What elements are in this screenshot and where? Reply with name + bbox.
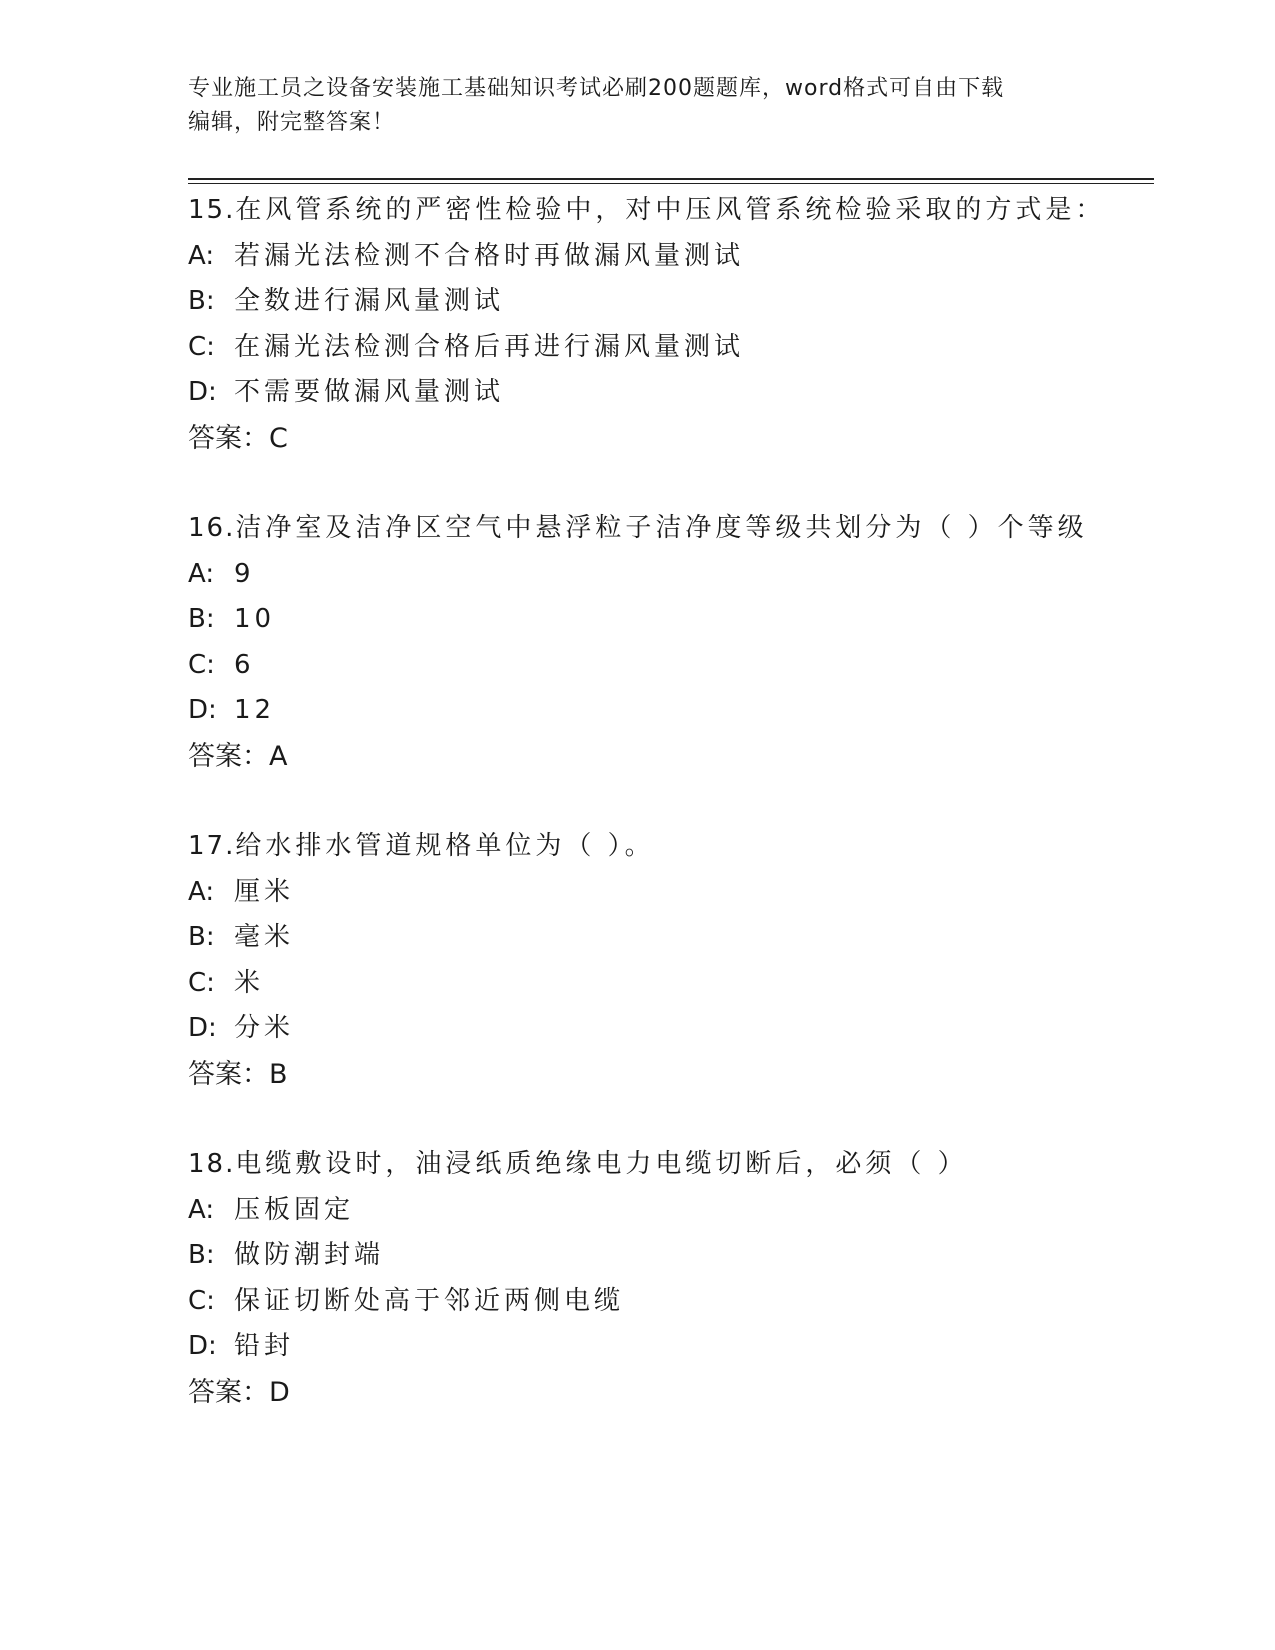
- option-letter: D:: [188, 1013, 217, 1043]
- header-line-2: 编辑，附完整答案！: [188, 110, 396, 135]
- option-a: [188, 234, 1148, 280]
- option-letter: C:: [188, 331, 215, 362]
- question-number: 16.: [188, 513, 236, 543]
- question-stem: [188, 506, 1148, 552]
- option-letter: C:: [188, 967, 215, 998]
- option-text: 分米: [234, 1013, 295, 1043]
- option-text: 全数进行漏风量测试: [234, 286, 505, 316]
- option-d: [188, 688, 1148, 734]
- option-c: [188, 643, 1148, 689]
- header-line-1: 专业施工员之设备安装施工基础知识考试必刷200题题库，word格式可自由下载: [188, 76, 1005, 101]
- option-letter: A:: [188, 558, 215, 589]
- question-number: 15.: [188, 195, 236, 225]
- option-text: 若漏光法检测不合格时再做漏风量测试: [234, 240, 745, 271]
- option-text: 毫米: [234, 922, 295, 952]
- option-letter: D:: [188, 1331, 217, 1361]
- option-b: [188, 597, 1148, 643]
- option-d: [188, 1006, 1148, 1052]
- option-a: [188, 552, 1148, 598]
- question-stem: [188, 824, 1148, 870]
- option-letter: B:: [188, 922, 215, 952]
- question-stem: [188, 1142, 1148, 1188]
- option-letter: B:: [188, 604, 215, 634]
- option-text: 保证切断处高于邻近两侧电缆: [234, 1285, 625, 1316]
- option-text: 12: [234, 695, 276, 725]
- option-letter: A:: [188, 240, 215, 271]
- option-c: [188, 325, 1148, 371]
- option-c: [188, 961, 1148, 1007]
- question-number: 17.: [188, 831, 236, 861]
- option-letter: B:: [188, 286, 215, 316]
- option-letter: D:: [188, 695, 217, 725]
- option-text: 米: [234, 967, 265, 998]
- answer: 答案：A: [188, 740, 288, 772]
- question-text: 洁净室及洁净区空气中悬浮粒子洁净度等级共划分为（ ）个等级: [235, 513, 1088, 543]
- option-text: 在漏光法检测合格后再进行漏风量测试: [234, 331, 745, 362]
- option-text: 6: [234, 649, 255, 680]
- option-text: 厘米: [234, 876, 295, 907]
- option-a: [188, 870, 1148, 916]
- option-b: [188, 1233, 1148, 1279]
- option-letter: C:: [188, 1285, 215, 1316]
- option-d: [188, 370, 1148, 416]
- answer: 答案：B: [188, 1058, 288, 1090]
- option-text: 压板固定: [234, 1194, 355, 1225]
- option-text: 做防潮封端: [234, 1240, 385, 1270]
- option-d: [188, 1324, 1148, 1370]
- answer: 答案：D: [188, 1376, 290, 1408]
- question-stem: [188, 188, 1148, 234]
- option-letter: A:: [188, 1194, 215, 1225]
- option-letter: D:: [188, 377, 217, 407]
- header-divider-thick: [188, 178, 1154, 180]
- answer: 答案：C: [188, 422, 288, 454]
- option-letter: B:: [188, 1240, 215, 1270]
- option-letter: A:: [188, 876, 215, 907]
- question-text: 电缆敷设时，油浸纸质绝缘电力电缆切断后，必须（ ）: [235, 1149, 968, 1179]
- page-header: [188, 72, 1088, 140]
- question-18: [188, 1142, 1148, 1415]
- option-b: [188, 279, 1148, 325]
- question-16: [188, 506, 1148, 779]
- option-text: 铅封: [234, 1331, 295, 1361]
- option-c: [188, 1279, 1148, 1325]
- question-text: 给水排水管道规格单位为（ ）。: [235, 831, 655, 861]
- option-letter: C:: [188, 649, 215, 680]
- option-text: 不需要做漏风量测试: [234, 377, 505, 407]
- header-divider-thin: [188, 183, 1154, 184]
- option-text: 9: [234, 558, 255, 589]
- question-15: [188, 188, 1148, 461]
- option-b: [188, 915, 1148, 961]
- option-a: [188, 1188, 1148, 1234]
- option-text: 10: [234, 604, 276, 634]
- question-text: 在风管系统的严密性检验中，对中压风管系统检验采取的方式是：: [235, 195, 1106, 225]
- question-number: 18.: [188, 1149, 236, 1179]
- question-17: [188, 824, 1148, 1097]
